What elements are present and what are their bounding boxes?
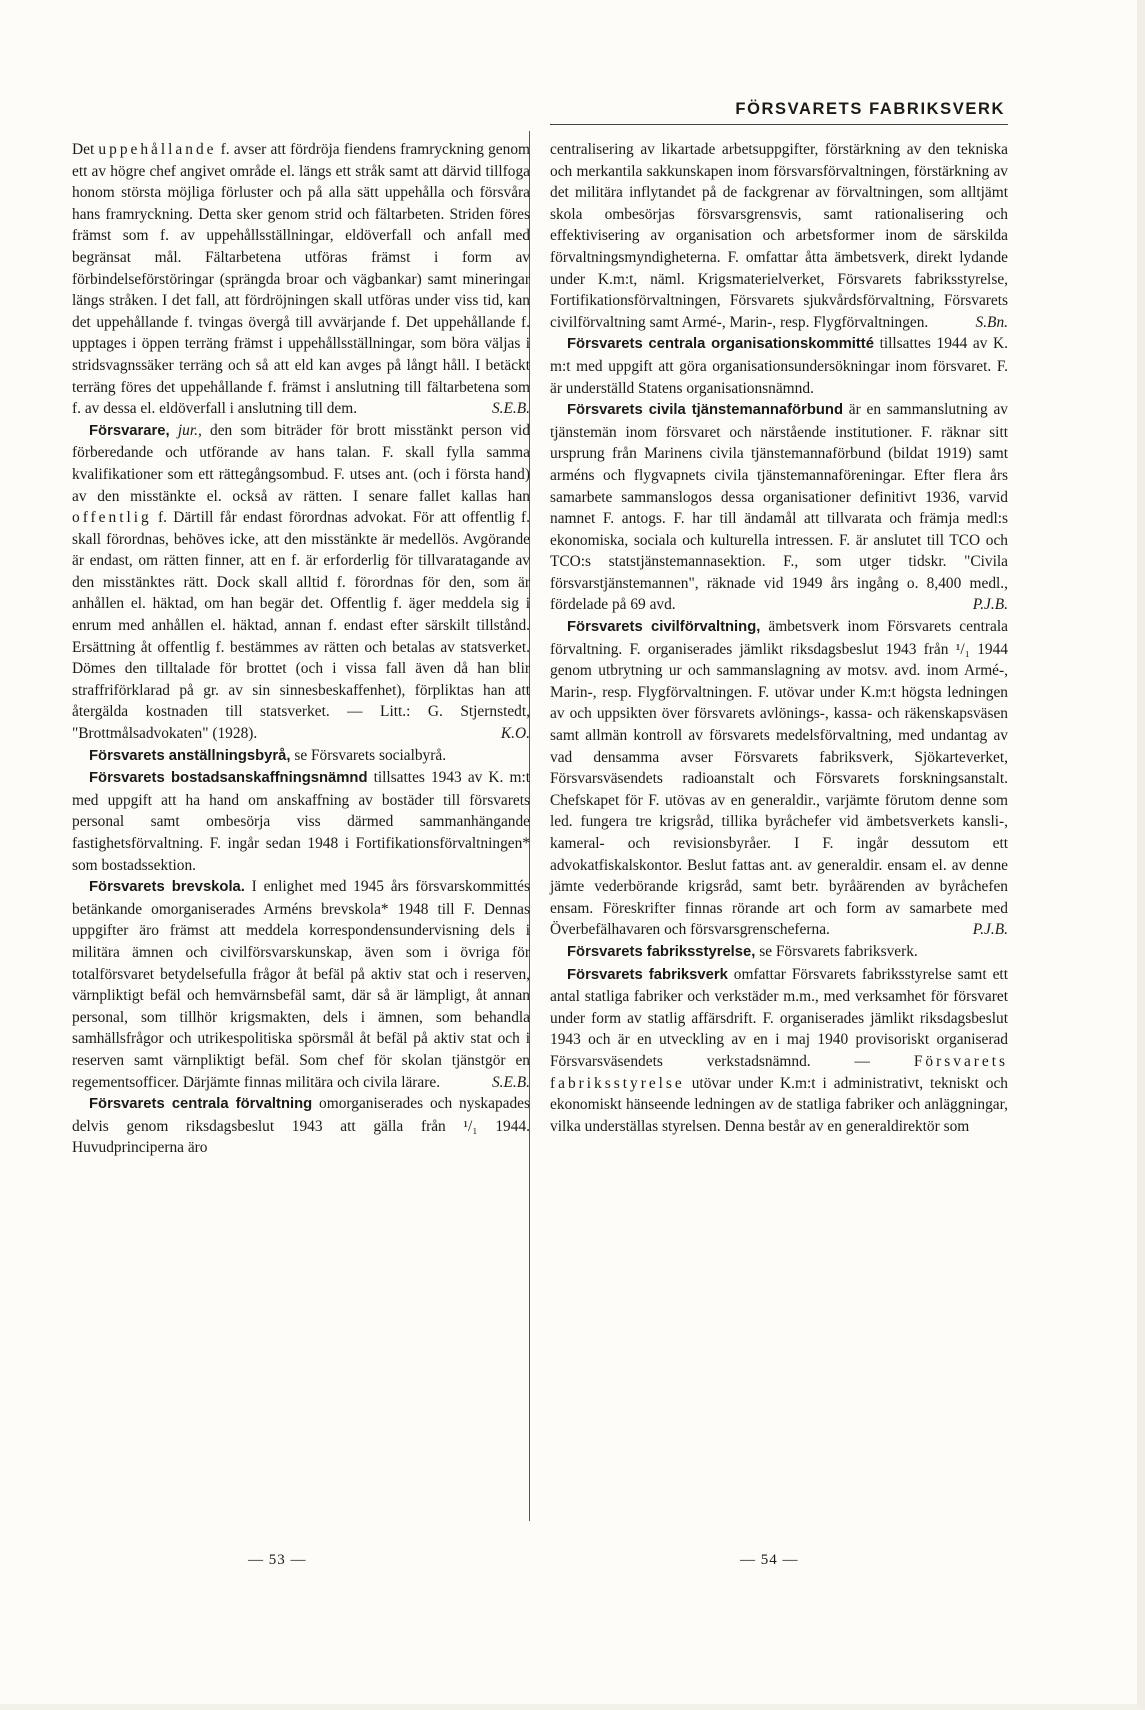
- entry-text: se Försvarets fabriksverk.: [755, 942, 918, 960]
- entry-anstallningsbyra: [72, 745, 530, 768]
- entry-headword: Försvarare,: [89, 422, 170, 439]
- entry-text: är en sammanslutning av tjänstemän inom försvaret och närstående institutioner. F. räknar sitt ursprung från Marinens civila tjänstemannaförbund (bildat 1919) samt arméns och flygvapnets civila tjänstemannaföreningar. Efter flera års samarbete sammanslogos dessa organisationer definitivt 1936, varvid namnet F. antogs. F. har till ändamål att tillvarata och främja medl:s ekonomiska, sociala och kulturella intressen. F. är anslutet till TCO och TCO:s statstjänstemannasektion. F., som utger tidskr. "Civila försvarstjänstemannen", räknade vid 1949 års ingång o. 8,400 medl., fördelade på 69 avd.: [550, 401, 1008, 614]
- entry-forsvarare: [72, 420, 530, 745]
- entry-fabriksverk: [550, 964, 1008, 1138]
- entry-text: I enlighet med 1945 års försvarskommittés betänkande omorganiserades Arméns brevskola* 1948 till F. Dennas uppgifter äro främst att meddela korrespondensundervisning dels i militära ämnen och civilförsvarskunskap, även som i övriga för totalförsvaret betydelsefulla frågor åt befäl på aktiv stat och i reserven, värnpliktigt befäl och hemvärnsbefäl samt, där så är lämpligt, åt annan personal, som tillhör krigsmakten, dels i ämnen, som behandla samhällsfrågor och utrikespolitiska spörsmål åt befäl på aktiv stat och i reserven samt värnpliktigt befäl. Som chef för skolan tjänstgör en regementsofficer. Därjämte finnas militära och civila lärare.: [72, 878, 530, 1091]
- page-number-left: — 53 —: [248, 1552, 307, 1568]
- entry-forhallande: [72, 139, 530, 420]
- entry-text: centralisering av likartade arbetsuppgifter, förstärkning av den tekniska och merkantila sakkunskapen inom försvarsförvaltningen, förstärkning av det militära inflytandet på de fackgrenar av förvaltningen, som alltjämt skola ombesörjas försvarsgrensvis, samt rationalisering och effektivisering av organisation och arbetsformer inom de särskilda förvaltningsmyndigheterna. F. omfattar åtta ämbetsverk, direkt lydande under K.m:t, näml. Krigsmaterielverket, Försvarets fabriksstyrelse, Fortifikationsförvaltningen, Försvarets sjukvårdsförvaltning, Försvarets civilförvaltning samt Armé-, Marin-, resp. Flygförvaltningen.: [550, 141, 1008, 331]
- entry-text: Det: [72, 141, 99, 158]
- entry-tjanstemannaforbund: [550, 399, 1008, 616]
- entry-text: den som biträder för brott misstänkt person vid förberedande och utförande av hans talan. F. skall fylla samma kvalifikationer som ett rättegångsombud. F. utses ant. (och i första hand) av den misstänkte el. också av rätten. I senare fallet kallas han: [72, 421, 530, 505]
- header-rule: [550, 124, 1008, 125]
- entry-gloss: jur.,: [177, 421, 202, 439]
- entry-organisationskommitte: [550, 333, 1008, 399]
- spaced-term: Försvarets fabriksstyrelse: [550, 1052, 1008, 1092]
- author-signature: S.E.B.: [491, 1073, 530, 1091]
- entry-headword: Försvarets bostadsanskaffningsnämnd: [89, 770, 368, 787]
- author-signature: S.E.B.: [491, 400, 530, 418]
- page-number-right: — 54 —: [740, 1552, 799, 1568]
- entry-text: f. avser att fördröja fiendens framryckning genom ett av högre chef angivet område el. längs ett stråk samt att därvid tillfoga honom största möjliga förluster och på alla sätt uppehålla och försvåra hans framryckning. Detta sker genom strid och fältarbeten. Striden föres främst som f. av uppehållsställningar, eldöverfall och anfall med begränsat mål. Fältarbetena utföras främst i form av förbindelseförstöringar (sprängda broar och vägbankar) samt mineringar längs stråken. I det fall, att fördröjningen skall utföras under viss tid, kan det uppehållande f. tvingas övergå till avvärjande f. Det uppehållande f. upptages i öppen terräng främst i uppehållsställningar, som böra väljas i stridsvagnssäker terräng och så att eld kan avges på långt håll. I betäckt terräng föres det uppehållande f. främst i anslutning till fältarbetena som f. av dessa el. eldöverfall i anslutning till dem.: [72, 141, 530, 418]
- left-column: [72, 139, 530, 1159]
- entry-text: tillsattes 1944 av K. m:t med uppgift att göra organisationsundersökningar inom försvaret. F. är underställd Statens organisationsnämnd.: [550, 335, 1008, 397]
- author-signature: P.J.B.: [972, 596, 1008, 614]
- entry-text: ämbetsverk inom Försvarets centrala förvaltning. F. organiserades jämlikt riksdagsbeslut 1943 från ¹/₁ 1944 genom utbrytning ur och sammanslagning av motsv. avd. inom Armé-, Marin-, resp. Flygförvaltningen. F. utövar under K.m:t högsta ledningen av och uppsikten över försvarets avlönings-, kassa- och räkenskapsväsen samt allmän kontroll av försvarets medelsförvaltning, med undantag av vad densamma avser Försvarets fabriksverk, Sjökarteverket, Försvarsväsendets radioanstalt och Försvarets forskningsanstalt. Chefskapet för F. utövas av en generaldir., varjämte förutom denne som led. fungera tre krigsråd, tillika byråchefer vid ämbetsverkets kansli-, kameral- och revisionsbyråer. I F. ingår dessutom ett advokatfiskalskontor. Beslut fattas ant. av generaldir. ensam el. av denne jämte vederbörande krigsråd, samt betr. byråärenden av byråchefen ensam. Föreskrifter finnas rörande art och form av samarbete med Överbefälhavaren och försvarsgrenscheferna.: [550, 618, 1008, 939]
- entry-fabriksstyrelse: [550, 941, 1008, 964]
- entry-text: se Försvarets socialbyrå.: [290, 746, 447, 764]
- running-head: FÖRSVARETS FABRIKSVERK: [735, 100, 1005, 118]
- entry-headword: Försvarets centrala förvaltning: [89, 1096, 313, 1113]
- entry-headword: Försvarets fabriksverk: [567, 966, 728, 983]
- author-signature: K.O.: [500, 725, 530, 743]
- entry-headword: Försvarets civilförvaltning,: [567, 619, 761, 636]
- entry-headword: Försvarets civila tjänstemannaförbund: [567, 402, 844, 419]
- entry-centrala-forvaltning-cont: [550, 139, 1008, 333]
- spaced-term: offentlig: [72, 509, 152, 527]
- entry-headword: Försvarets anställningsbyrå,: [89, 747, 291, 764]
- entry-text: utövar under K.m:t i administrativt, tekniskt och ekonomiskt hänseende ledningen av de statliga fabriker och anläggningar, vilka underställas styrelsen. Denna består av en generaldirektör som: [550, 1074, 1008, 1135]
- entry-brevskola: [72, 876, 530, 1093]
- author-signature: P.J.B.: [972, 921, 1008, 939]
- entry-headword: Försvarets fabriksstyrelse,: [567, 943, 756, 960]
- entry-text: tillsattes 1943 av K. m:t med uppgift att ha hand om anskaffning av bostäder till försvarets personal samt ombesörja viss därmed sammanhängande fastighetsförvaltning. F. ingår sedan 1948 i Fortifikationsförvaltningen* som bostadssektion.: [72, 769, 530, 874]
- entry-text: f. Därtill får endast förordnas advokat. För att offentlig f. skall förordnas, behöves icke, att den misstänkte är medellös. Avgörande är endast, om rätten finner, att en f. är erforderlig för tillvaratagande av den misstänktes rätt. Dock skall alltid f. förordnas för den, som är anhållen el. häktad, om han begär det. Offentlig f. äger meddela sig i enrum med anhållen el. häktad, annan f. endast efter särskilt tillstånd. Ersättning åt offentlig f. bestämmes av rätten och betalas av statsverket. Dömes den tilltalade för brottet (och i vissa fall även då han blir straffriförklarad på gr. av sin sinnesbeskaffenhet), förpliktas han att återgälda kostnaden till statsverket. — Litt.: G. Stjernstedt, "Brottmålsadvokaten" (1928).: [72, 509, 530, 743]
- entry-civilforvaltning: [550, 616, 1008, 941]
- entry-headword: Försvarets centrala organisationskommitté: [567, 336, 874, 353]
- entry-bostadsanskaffningsnamnd: [72, 767, 530, 876]
- spaced-term: uppehållande: [98, 141, 217, 158]
- entry-headword: Försvarets brevskola.: [89, 879, 245, 896]
- entry-text: omfattar Försvarets fabriksstyrelse samt ett antal statliga fabriker och verkstäder m.m., med verksamhet för försvaret under form av statlig affärsdrift. F. organiserades jämlikt riksdagsbeslut 1943 och är en utveckling av en i maj 1940 provisoriskt organiserad Försvarsväsendets verkstadsnämnd. —: [550, 965, 1008, 1070]
- right-column: [550, 139, 1008, 1137]
- author-signature: S.Bn.: [975, 313, 1008, 331]
- entry-text: omorganiserades och nyskapades delvis genom riksdagsbeslut 1943 att gälla från ¹/₁ 1944. Huvudprinciperna äro: [72, 1095, 530, 1157]
- entry-centrala-forvaltning: [72, 1093, 530, 1159]
